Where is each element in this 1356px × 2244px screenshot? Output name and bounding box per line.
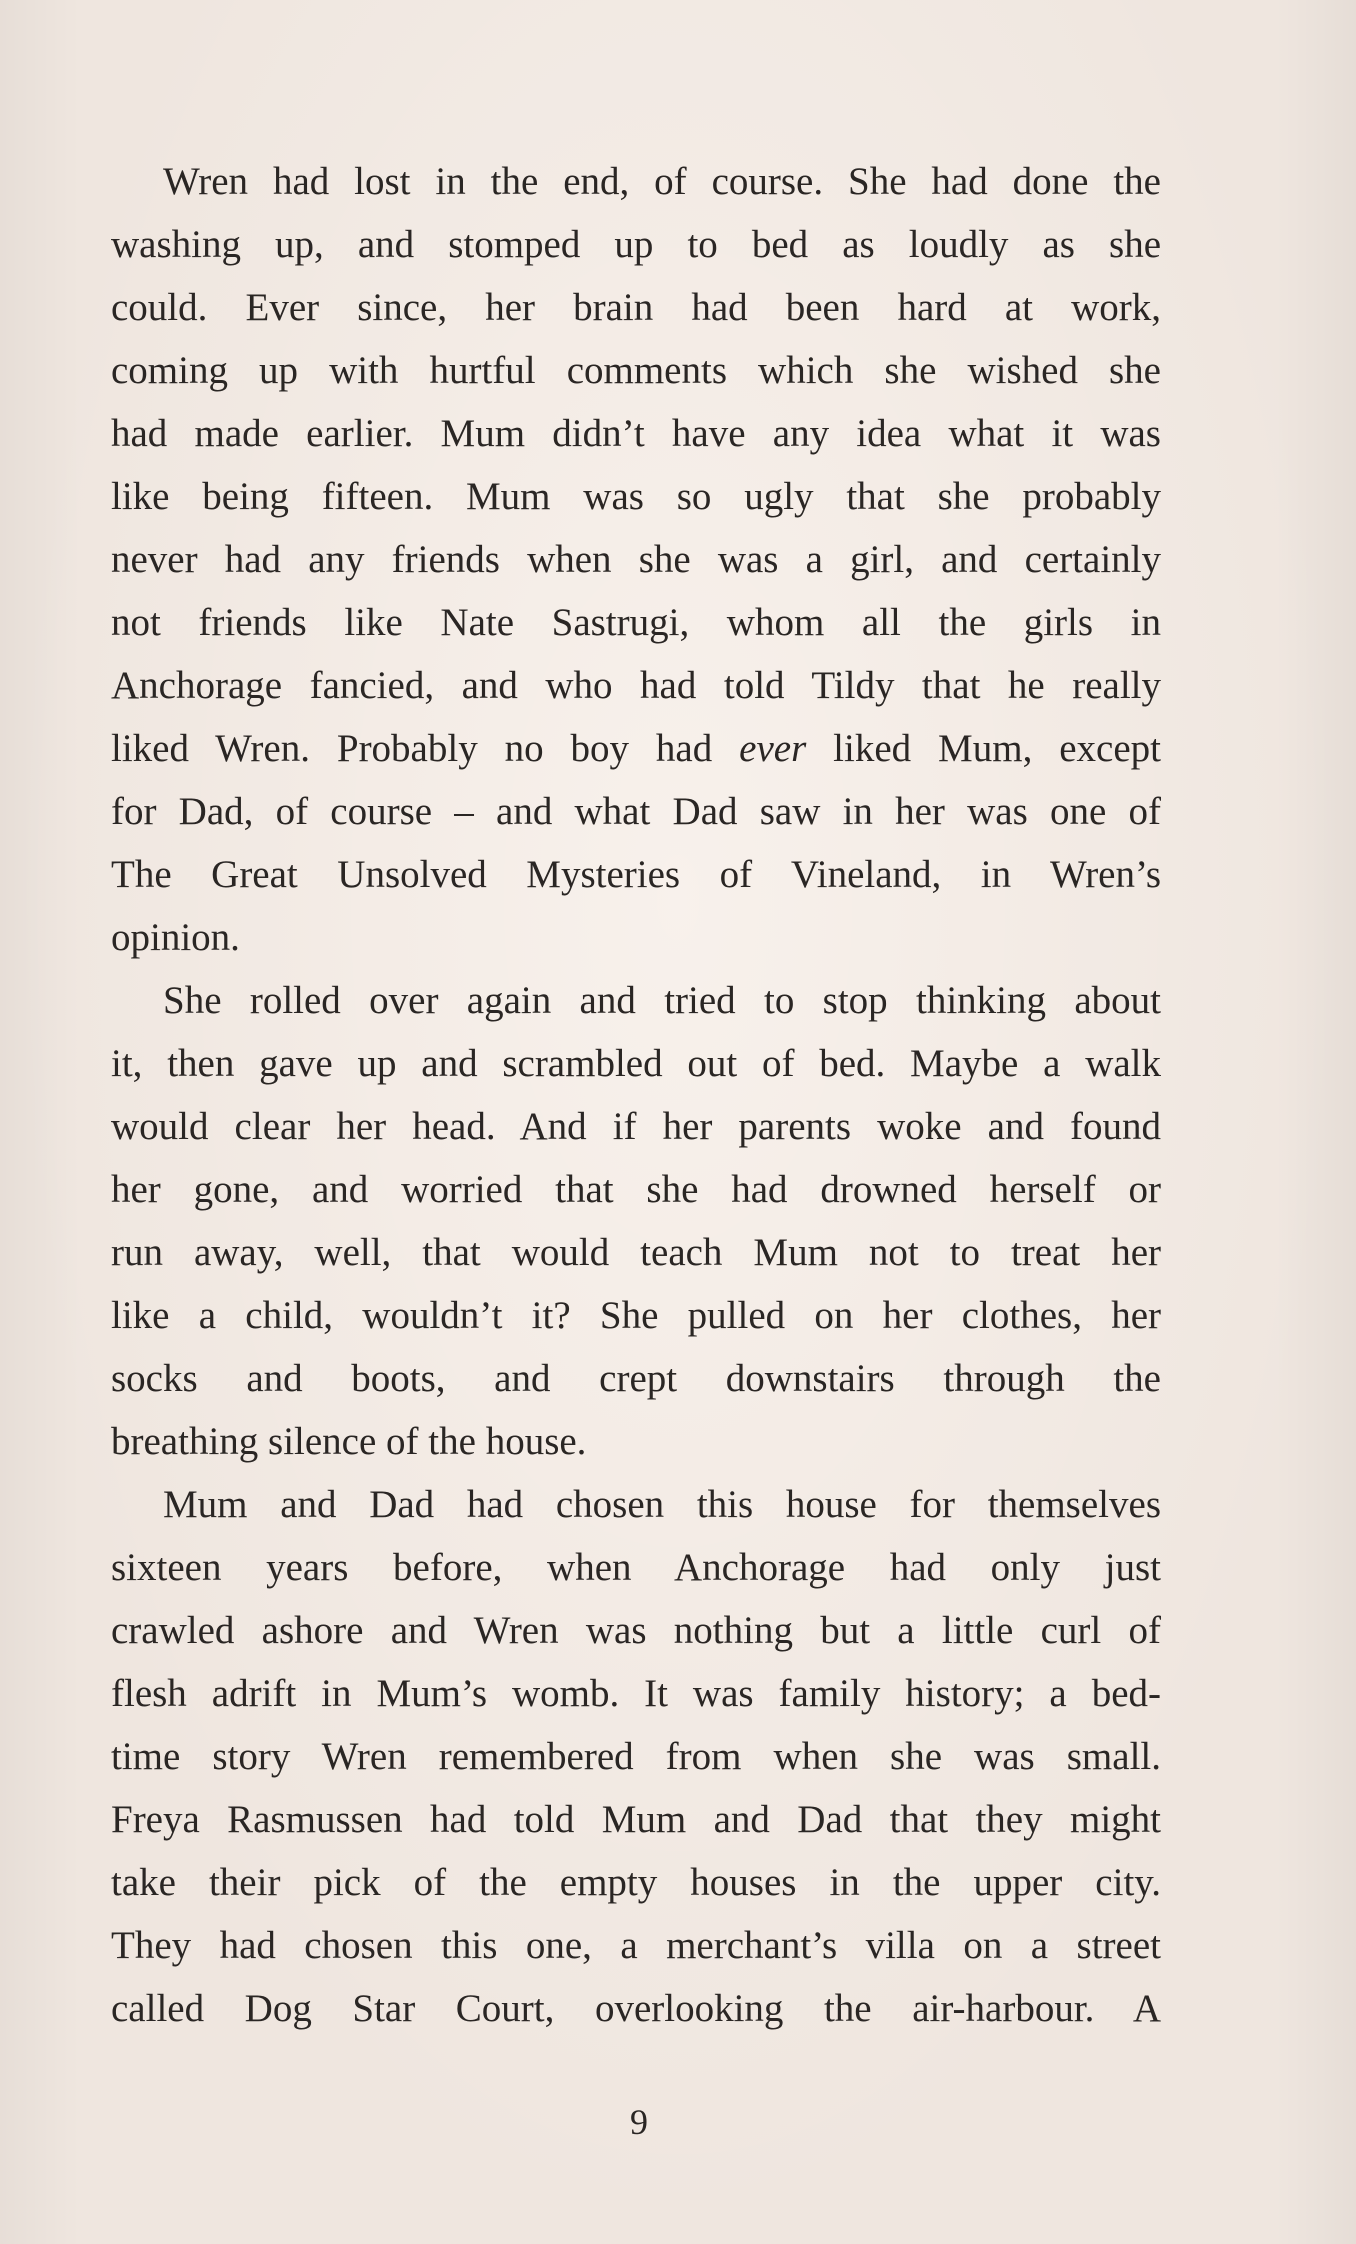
- text-line: opinion.: [111, 916, 240, 959]
- text-line: run away, well, that would teach Mum not to treat her: [111, 1231, 1161, 1274]
- text-line: had made earlier. Mum didn’t have any idea what it was: [111, 412, 1161, 455]
- text-line: socks and boots, and crept downstairs through the: [111, 1357, 1161, 1400]
- text-line: called Dog Star Court, overlooking the air-harbour. A: [111, 1987, 1161, 2030]
- body-text: [111, 150, 1161, 2040]
- text-line: They had chosen this one, a merchant’s villa on a street: [111, 1924, 1161, 1967]
- text-line: breathing silence of the house.: [111, 1420, 587, 1463]
- text-line: liked Wren. Probably no boy had ever liked Mum, except: [111, 727, 1161, 770]
- text-line: flesh adrift in Mum’s womb. It was family history; a bed-: [111, 1672, 1161, 1715]
- text-line: her gone, and worried that she had drowned herself or: [111, 1168, 1161, 1211]
- text-line: like a child, wouldn’t it? She pulled on her clothes, her: [111, 1294, 1161, 1337]
- text-line: coming up with hurtful comments which she wished she: [111, 349, 1161, 392]
- text-line: washing up, and stomped up to bed as loudly as she: [111, 223, 1161, 266]
- text-line: for Dad, of course – and what Dad saw in her was one of: [111, 790, 1161, 833]
- text-line: not friends like Nate Sastrugi, whom all the girls in: [111, 601, 1161, 644]
- text-line: Freya Rasmussen had told Mum and Dad that they might: [111, 1798, 1161, 1841]
- text-line: like being fifteen. Mum was so ugly that she probably: [111, 475, 1161, 518]
- text-line: could. Ever since, her brain had been hard at work,: [111, 286, 1161, 329]
- text-line: it, then gave up and scrambled out of bed. Maybe a walk: [111, 1042, 1161, 1085]
- text-line: time story Wren remembered from when she was small.: [111, 1735, 1161, 1778]
- page-number: 9: [630, 2102, 648, 2142]
- text-line: The Great Unsolved Mysteries of Vineland, in Wren’s: [111, 853, 1161, 896]
- text-line: crawled ashore and Wren was nothing but a little curl of: [111, 1609, 1161, 1652]
- text-line: She rolled over again and tried to stop thinking about: [163, 979, 1161, 1022]
- text-line: take their pick of the empty houses in the upper city.: [111, 1861, 1161, 1904]
- text-line: sixteen years before, when Anchorage had only just: [111, 1546, 1161, 1589]
- text-line: would clear her head. And if her parents woke and found: [111, 1105, 1161, 1148]
- text-line: never had any friends when she was a girl, and certainly: [111, 538, 1161, 581]
- text-line: Anchorage fancied, and who had told Tildy that he really: [111, 664, 1161, 707]
- text-line: Mum and Dad had chosen this house for themselves: [163, 1483, 1161, 1526]
- text-line: Wren had lost in the end, of course. She had done the: [163, 160, 1161, 203]
